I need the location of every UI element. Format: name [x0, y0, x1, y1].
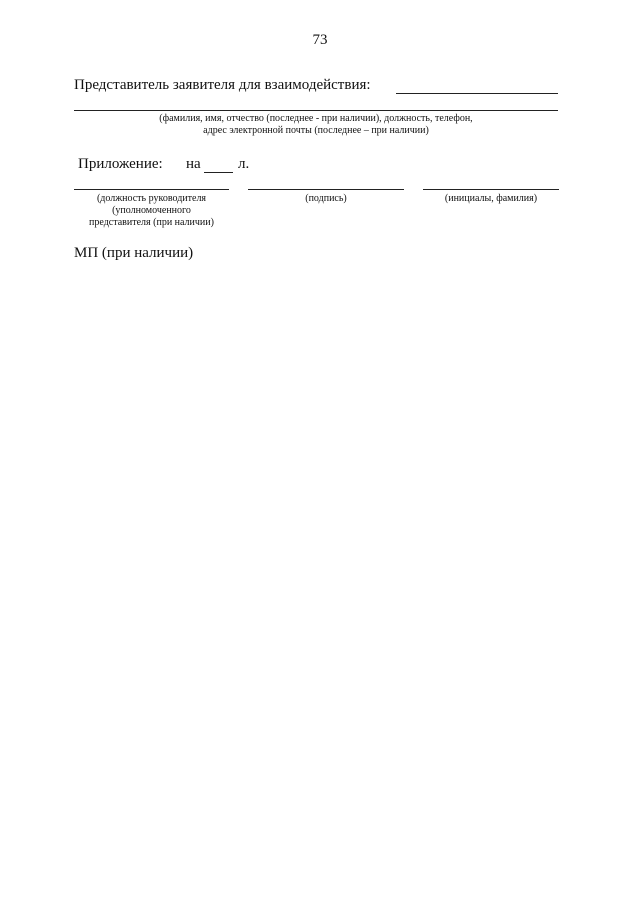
stamp-label: МП (при наличии) [74, 245, 194, 261]
position-signature-line [74, 189, 229, 190]
signature-caption: (подпись) [305, 193, 347, 204]
attachment-label: Приложение: [78, 156, 163, 172]
representative-full-line [74, 110, 558, 111]
attachment-pages-blank [204, 172, 233, 173]
signature-line [248, 189, 404, 190]
representative-caption [74, 113, 558, 137]
representative-caption-line-1: (фамилия, имя, отчество (последнее - при наличии), должность, телефон, [159, 113, 473, 124]
representative-caption-line-2: адрес электронной почты (последнее – при наличии) [203, 125, 429, 136]
attachment-prefix: на [186, 156, 201, 172]
position-caption-line-2: (уполномоченного [112, 205, 191, 216]
position-caption-line-3: представителя (при наличии) [89, 217, 214, 228]
position-caption-line-1: (должность руководителя [96, 193, 207, 204]
page-number: 73 [312, 32, 328, 48]
name-signature-line [423, 189, 559, 190]
position-caption [74, 193, 229, 229]
representative-blank-line [396, 93, 558, 94]
name-caption: (инициалы, фамилия) [444, 193, 538, 204]
representative-label: Представитель заявителя для взаимодействия: [74, 77, 371, 93]
attachment-suffix: л. [238, 156, 250, 172]
